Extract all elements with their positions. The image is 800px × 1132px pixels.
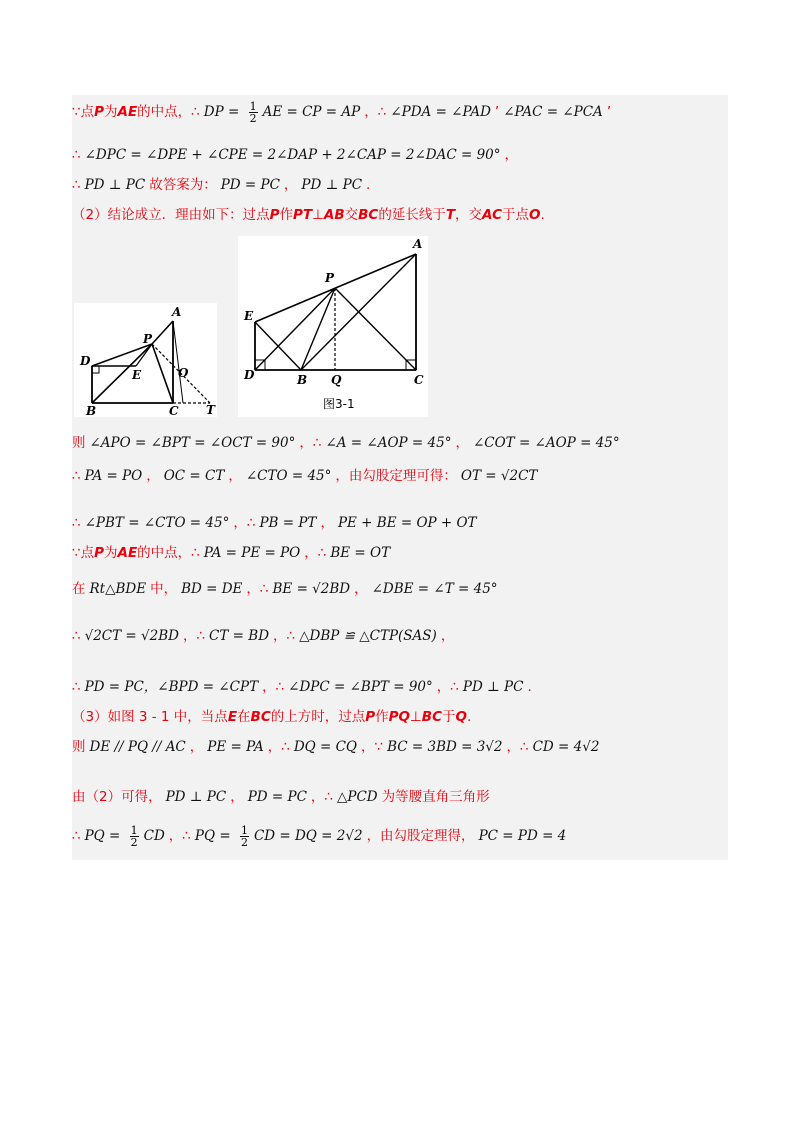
math-expression: Rt△BDE <box>89 581 147 597</box>
text-run: 作 <box>279 207 293 223</box>
fraction-denominator: 2 <box>240 836 248 849</box>
text-run: ，交 <box>455 207 483 223</box>
math-expression: ∠CTO = 45° <box>245 468 332 484</box>
label-T: T <box>206 403 215 417</box>
text-run: ∵点 <box>72 104 95 120</box>
text-run: ， <box>189 739 204 755</box>
math-expression: PB = PT <box>259 515 317 531</box>
math-expression: ∠DBE = ∠T = 45° <box>371 581 498 597</box>
solution-line <box>72 101 728 124</box>
text-run: ∴ <box>72 468 81 484</box>
math-expression: ∠A = ∠AOP = 45° <box>325 435 452 451</box>
math-expression: PQ = <box>84 828 125 844</box>
math-expression: ∠DPC = ∠DPE + ∠CPE = 2∠DAP + 2∠CAP = 2∠DAC = 90° <box>84 147 501 163</box>
solution-line <box>72 707 728 727</box>
text-run: 故答案为： <box>149 177 217 193</box>
text-run: PQ <box>388 709 411 725</box>
text-run: ，∴ <box>299 435 322 451</box>
math-expression: CD = DQ = 2√2 <box>253 828 363 844</box>
text-run: ∴ <box>72 628 81 644</box>
text-run: （2）结论成立．理由如下：过点 <box>72 207 270 223</box>
text-run: 为等腰直角三角形 <box>381 789 490 805</box>
solution-line <box>72 466 728 486</box>
math-expression: OT = √2CT <box>460 468 538 484</box>
solution-line <box>72 543 728 563</box>
text-run: 在 <box>237 709 251 725</box>
math-expression: DQ = CQ <box>293 739 357 755</box>
solution-line <box>72 579 728 599</box>
text-run: BC <box>421 709 442 725</box>
text-run: ∴ <box>72 828 81 844</box>
fraction-numerator: 1 <box>249 100 257 113</box>
solution-sheet <box>72 95 728 860</box>
text-run: ，由勾股定理可得： <box>335 468 457 484</box>
text-run: ，∴ <box>262 679 285 695</box>
text-run: ∴ <box>72 177 81 193</box>
math-expression: DP = <box>203 104 244 120</box>
text-run: ，∴ <box>310 789 334 805</box>
math-expression: PE + BE = OP + OT <box>337 515 477 531</box>
text-run: ，∴ <box>273 628 296 644</box>
figure-left-svg <box>74 303 217 417</box>
math-expression: OC = CT <box>163 468 225 484</box>
text-run: ， <box>354 581 368 597</box>
label-C2: C <box>414 373 424 387</box>
solution-line <box>72 145 728 165</box>
math-expression: BE = √2BD <box>272 581 351 597</box>
math-expression: PQ = <box>194 828 235 844</box>
solution-line <box>72 175 728 195</box>
math-expression: PD ⊥ PC <box>301 177 363 193</box>
text-run: ’ <box>494 104 500 120</box>
text-run: 在 <box>72 581 86 597</box>
text-run: ， <box>146 468 160 484</box>
label-C: C <box>169 404 179 417</box>
math-expression: ∠APO = ∠BPT = ∠OCT = 90° <box>89 435 296 451</box>
figure-caption: 图3-1 <box>323 397 355 411</box>
math-expression: PD ⊥ PC <box>462 679 524 695</box>
text-run: . <box>527 679 532 695</box>
math-expression: ∠PAC = ∠PCA <box>503 104 603 120</box>
math-expression: ∠PBT = ∠CTO = 45° <box>84 515 230 531</box>
label-D2: D <box>244 368 255 382</box>
solution-line <box>72 513 728 533</box>
text-run: AE <box>117 104 138 120</box>
text-run: O <box>529 207 541 223</box>
math-expression: CD <box>143 828 165 844</box>
text-run: ， <box>455 435 469 451</box>
text-run: ， <box>228 468 242 484</box>
text-run: ，∴ <box>246 581 269 597</box>
text-run: 交 <box>344 207 359 223</box>
math-expression: PD = PC <box>247 789 307 805</box>
fraction <box>130 825 139 848</box>
solution-line <box>72 677 728 697</box>
text-run: ，∴ <box>304 545 327 561</box>
solution-line <box>72 205 728 225</box>
text-run: PT <box>293 207 313 223</box>
text-run: 于点 <box>502 207 529 223</box>
label-D: D <box>80 354 91 368</box>
text-run: ，∴ <box>364 104 387 120</box>
text-run: 于 <box>442 709 456 725</box>
text-run: ， <box>320 515 334 531</box>
fraction <box>240 825 249 848</box>
text-run: 则 <box>72 739 86 755</box>
text-run: AB <box>323 207 345 223</box>
text-run: . <box>540 207 545 223</box>
text-run: （3）如图 3 - 1 中，当点 <box>72 709 228 725</box>
math-expression: △PCD <box>337 789 378 805</box>
figure-right-svg <box>238 236 428 417</box>
math-expression: PE = PA <box>207 739 264 755</box>
text-run: ，∴ <box>506 739 529 755</box>
math-expression: △DBP ≌ △CTP(SAS) <box>299 628 437 644</box>
text-run: ，∴ <box>233 515 256 531</box>
text-run: 则 <box>72 435 86 451</box>
math-expression: PD = PC <box>220 177 280 193</box>
text-run: ， <box>230 789 244 805</box>
text-run: ⊥ <box>410 709 422 725</box>
text-run: ’ <box>606 104 612 120</box>
text-run: ，∴ <box>168 828 191 844</box>
label-P: P <box>143 332 153 346</box>
solution-line <box>72 626 728 646</box>
fraction-numerator: 1 <box>130 824 138 837</box>
math-expression: AE = CP = AP <box>262 104 361 120</box>
label-Q2: Q <box>331 373 342 387</box>
math-expression: PD = PC，∠BPD = ∠CPT <box>84 679 259 695</box>
text-run: 的延长线于 <box>378 207 446 223</box>
math-expression: PA = PE = PO <box>203 545 301 561</box>
text-run: Q <box>455 709 467 725</box>
text-run: AC <box>482 207 502 223</box>
text-run: BC <box>358 207 379 223</box>
text-run: P <box>269 207 280 223</box>
text-run: E <box>227 709 238 725</box>
text-run: P <box>94 104 104 120</box>
fraction-denominator: 2 <box>249 112 257 125</box>
text-run: ，∵ <box>361 739 384 755</box>
figure-right <box>238 236 428 417</box>
solution-line <box>72 433 728 453</box>
math-expression: BC = 3BD = 3√2 <box>387 739 503 755</box>
text-run: 的上方时，过点 <box>270 709 366 725</box>
text-run: ，∴ <box>436 679 459 695</box>
text-run: ∴ <box>72 147 81 163</box>
text-run: ⊥ <box>312 207 324 223</box>
solution-line <box>72 825 728 848</box>
math-expression: CD = 4√2 <box>532 739 600 755</box>
math-expression: PD ⊥ PC <box>165 789 227 805</box>
text-run: BC <box>250 709 271 725</box>
label-P2: P <box>325 271 335 285</box>
math-expression: ∠COT = ∠AOP = 45° <box>472 435 620 451</box>
math-expression: √2CT = √2BD <box>84 628 179 644</box>
text-run: ，∴ <box>267 739 290 755</box>
solution-line <box>72 787 728 807</box>
fraction-numerator: 1 <box>240 824 248 837</box>
text-run: P <box>365 709 376 725</box>
text-run: 为 <box>104 545 118 561</box>
math-expression: ∠DPC = ∠BPT = 90° <box>288 679 433 695</box>
text-run: . <box>366 177 371 193</box>
math-expression: BD = DE <box>181 581 243 597</box>
math-expression: PA = PO <box>84 468 143 484</box>
text-run: ，∴ <box>182 628 206 644</box>
solution-line <box>72 737 728 757</box>
text-run: 作 <box>375 709 389 725</box>
math-expression: PC = PD = 4 <box>478 828 567 844</box>
text-run: 的中点，∴ <box>137 104 200 120</box>
math-expression: ∠PDA = ∠PAD <box>390 104 491 120</box>
text-run: ， <box>504 147 519 163</box>
text-run: P <box>94 545 104 561</box>
text-run: . <box>466 709 472 725</box>
text-run: 中， <box>150 581 178 597</box>
label-B2: B <box>297 373 308 387</box>
label-E: E <box>132 368 142 382</box>
text-run: ∴ <box>72 515 81 531</box>
fraction <box>249 101 258 124</box>
text-run: ， <box>440 628 455 644</box>
math-expression: BE = OT <box>330 545 391 561</box>
text-run: ∵点 <box>72 545 95 561</box>
label-A: A <box>172 305 182 319</box>
fraction-denominator: 2 <box>130 836 138 849</box>
text-run: ，由勾股定理得， <box>366 828 475 844</box>
text-run: 由（2）可得， <box>72 789 162 805</box>
text-run: ∴ <box>72 679 81 695</box>
label-E2: E <box>244 309 254 323</box>
text-run: 的中点，∴ <box>137 545 200 561</box>
label-A2: A <box>413 237 423 251</box>
text-run: AE <box>117 545 138 561</box>
text-run: T <box>445 207 456 223</box>
label-B: B <box>86 404 97 417</box>
label-O: O <box>178 366 189 380</box>
text-run: 为 <box>104 104 118 120</box>
math-expression: CT = BD <box>209 628 270 644</box>
text-run: ， <box>283 177 298 193</box>
figure-left <box>74 303 217 417</box>
math-expression: PD ⊥ PC <box>84 177 146 193</box>
math-expression: DE // PQ // AC <box>89 739 186 755</box>
